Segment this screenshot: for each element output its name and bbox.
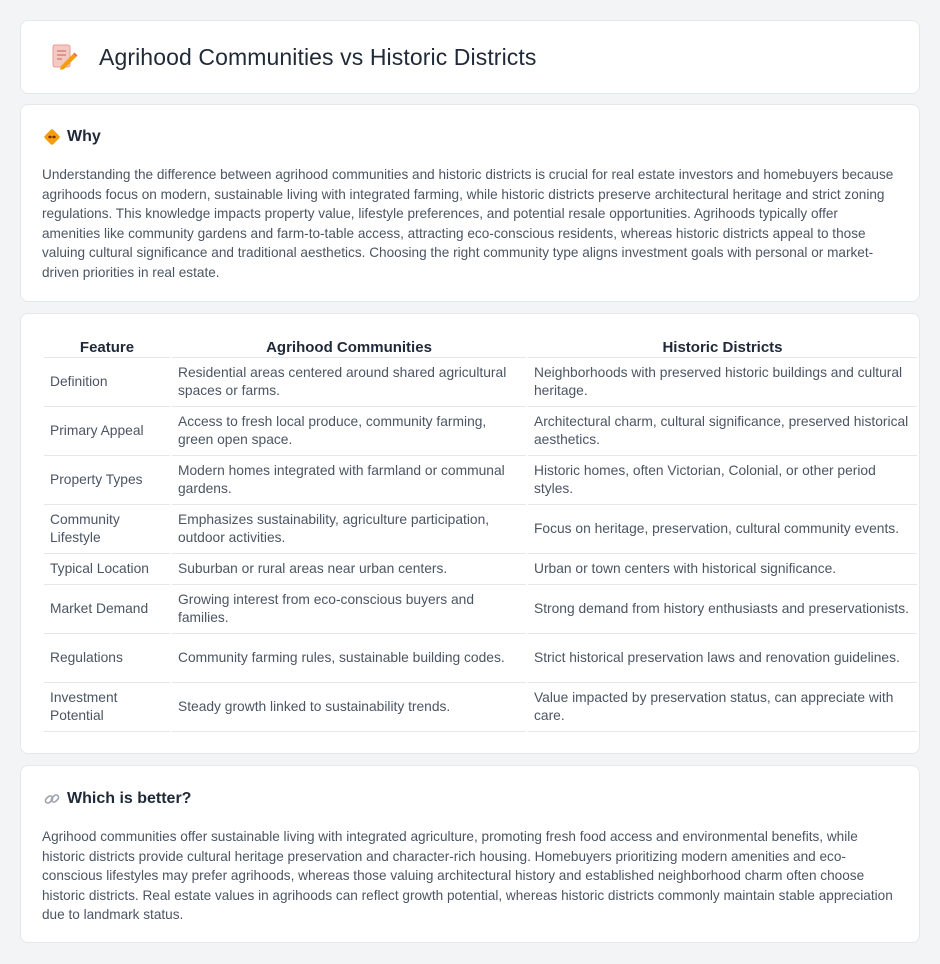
- row-historic: Value impacted by preservation status, can appreciate with care.: [528, 683, 917, 732]
- table-row: [44, 407, 917, 456]
- row-historic: Architectural charm, cultural significance, preserved historical aesthetics.: [528, 407, 917, 456]
- row-historic: Neighborhoods with preserved historic buildings and cultural heritage.: [528, 358, 917, 407]
- table-row: [44, 554, 917, 585]
- row-historic: Urban or town centers with historical significance.: [528, 554, 917, 585]
- row-agrihood: Emphasizes sustainability, agriculture participation, outdoor activities.: [172, 505, 526, 554]
- row-agrihood: Growing interest from eco-conscious buyers and families.: [172, 585, 526, 634]
- table-row: [44, 456, 917, 505]
- row-agrihood: Modern homes integrated with farmland or communal gardens.: [172, 456, 526, 505]
- row-feature: Regulations: [44, 634, 170, 683]
- which-is-better-heading: Which is better?: [67, 790, 192, 807]
- row-historic: Strict historical preservation laws and renovation guidelines.: [528, 634, 917, 683]
- row-historic: Strong demand from history enthusiasts and preservationists.: [528, 585, 917, 634]
- row-agrihood: Steady growth linked to sustainability trends.: [172, 683, 526, 732]
- row-feature: Primary Appeal: [44, 407, 170, 456]
- column-header-historic: Historic Districts: [528, 334, 917, 358]
- why-heading: Why: [67, 128, 101, 145]
- which-is-better-paragraph: Agrihood communities offer sustainable living with integrated agriculture, promoting fresh food access and environmental benefits, while historic districts provide cultural heritage preservation and character-rich housing. Homebuyers prioritizing modern amenities and eco-conscious lifestyles may prefer agrihoods, whereas those valuing architectural history and established neighborhood charm often choose historic districts. Real estate values in agrihoods can reflect growth potential, whereas historic districts commonly maintain stable appreciation due to landmark status.: [42, 829, 893, 923]
- row-feature: Community Lifestyle: [44, 505, 170, 554]
- row-feature: Typical Location: [44, 554, 170, 585]
- row-agrihood: Access to fresh local produce, community farming, green open space.: [172, 407, 526, 456]
- row-feature: Definition: [44, 358, 170, 407]
- table-row: [44, 683, 917, 732]
- row-agrihood: Community farming rules, sustainable building codes.: [172, 634, 526, 683]
- why-paragraph: Understanding the difference between agrihood communities and historic districts is crucial for real estate investors and homebuyers because agrihoods focus on modern, sustainable living with integrated farming, while historic districts preserve architectural heritage and strict zoning regulations. This knowledge impacts property value, lifestyle preferences, and potential resale opportunities. Agrihoods typically offer amenities like community gardens and farm-to-table access, attracting eco-conscious residents, whereas historic districts appeal to those valuing cultural significance and traditional aesthetics. Choosing the right community type aligns investment goals with personal or market-driven priorities in real estate.: [42, 167, 894, 280]
- table-row: [44, 358, 917, 407]
- column-header-feature: Feature: [44, 334, 170, 358]
- column-header-agrihood: Agrihood Communities: [172, 334, 526, 358]
- document-pencil-icon: [47, 41, 79, 73]
- row-historic: Historic homes, often Victorian, Colonial, or other period styles.: [528, 456, 917, 505]
- title-card: [20, 20, 920, 94]
- row-feature: Investment Potential: [44, 683, 170, 732]
- page-title: Agrihood Communities vs Historic Districts: [99, 43, 537, 70]
- row-historic: Focus on heritage, preservation, cultural community events.: [528, 505, 917, 554]
- row-agrihood: Suburban or rural areas near urban centers.: [172, 554, 526, 585]
- why-section: [20, 104, 920, 302]
- row-feature: Property Types: [44, 456, 170, 505]
- row-feature: Market Demand: [44, 585, 170, 634]
- which-is-better-section: [20, 765, 920, 943]
- row-agrihood: Residential areas centered around shared agricultural spaces or farms.: [172, 358, 526, 407]
- link-icon: [43, 790, 61, 808]
- diamond-sign-icon: [43, 128, 61, 146]
- table-row: [44, 505, 917, 554]
- comparison-card: [20, 313, 920, 754]
- table-row: [44, 634, 917, 683]
- comparison-table: [42, 334, 919, 732]
- table-row: [44, 585, 917, 634]
